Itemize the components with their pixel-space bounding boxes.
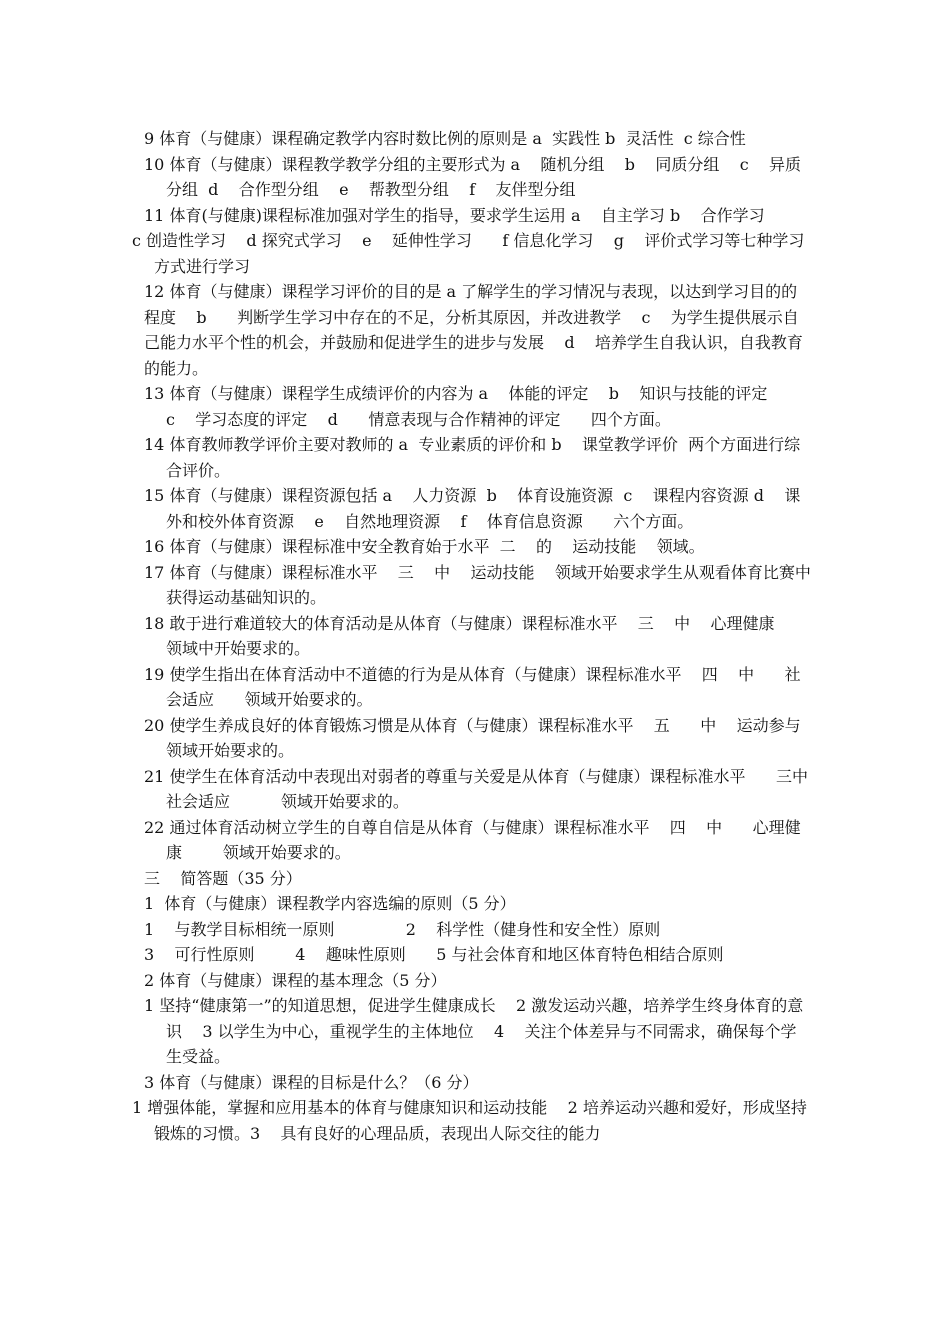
sq1-title: 1 体育（与健康）课程教学内容选编的原则（5 分） [144, 894, 516, 913]
section-heading: 三 简答题（35 分） [144, 868, 302, 888]
sq1-answer-line2: 3 可行性原则 4 趣味性原则 5 与社会体育和地区体育特色相结合原则 [144, 945, 724, 964]
sq2-title: 2 体育（与健康）课程的基本理念（5 分） [144, 970, 447, 990]
q16-text: 16 体育（与健康）课程标准中安全教育始于水平 二 的 运动技能 领域。 [144, 537, 705, 556]
sq2-answer: 1 坚持“健康第一”的知道思想，促进学生健康成长 2 激发运动兴趣，培养学生终身体育的意识 3 以学生为中心，重视学生的主体地位 4 关注个体差异与不同需求，确保每个学生受益。 [144, 996, 804, 1066]
sq3-title: 3 体育（与健康）课程的目标是什么？（6 分） [144, 1072, 479, 1092]
document-body [132, 126, 839, 1146]
q22-text: 22 通过体育活动树立学生的自尊自信是从体育（与健康）课程标准水平 四 中 心理健康 领域开始要求的。 [144, 817, 801, 862]
q13-text: 13 体育（与健康）课程学生成绩评价的内容为 a 体能的评定 b 知识与技能的评定 [144, 384, 768, 403]
q11-text: 11 体育(与健康)课程标准加强对学生的指导，要求学生运用 a 自主学习 b 合作学习 [144, 205, 765, 225]
q9-text: 9 体育（与健康）课程确定教学内容时数比例的原则是 a 实践性 b 灵活性 c 综合性 [144, 129, 746, 148]
q14-text: 14 体育教师教学评价主要对教师的 a 专业素质的评价和 b 课堂教学评价 两个方面进行综合评价。 [144, 435, 801, 480]
sq1-answer-line1: 1 与教学目标相统一原则 2 科学性（健身性和安全性）原则 [144, 919, 661, 939]
q18-text: 18 敢于进行难道较大的体育活动是从体育（与健康）课程标准水平 三 中 心理健康 领域中开始要求的。 [144, 613, 805, 658]
q12-text: 12 体育（与健康）课程学习评价的目的是 a 了解学生的学习情况与表现，以达到学习目的的程度 b 判断学生学习中存在的不足，分析其原因，并改进教学 c 为学生提供展示自己能力水平个性的机会，并鼓励和促进学生的进步与发展 d 培养学生自我认识，自我教育的能力。 [144, 282, 803, 378]
q13-options: c 学习态度的评定 d 情意表现与合作精神的评定 四个方面。 [166, 409, 671, 429]
q17-text: 17 体育（与健康）课程标准水平 三 中 运动技能 领域开始要求学生从观看体育比赛中获得运动基础知识的。 [144, 562, 811, 607]
q15-text: 15 体育（与健康）课程资源包括 a 人力资源 b 体育设施资源 c 课程内容资源 d 课外和校外体育资源 e 自然地理资源 f 体育信息资源 六个方面。 [144, 486, 801, 531]
q19-text: 19 使学生指出在体育活动中不道德的行为是从体育（与健康）课程标准水平 四 中 社会适应 领域开始要求的。 [144, 664, 801, 709]
q21-text: 21 使学生在体育活动中表现出对弱者的尊重与关爱是从体育（与健康）课程标准水平 三中 社会适应 领域开始要求的。 [144, 766, 839, 811]
sq3-answer: 1 增强体能，掌握和应用基本的体育与健康知识和运动技能 2 培养运动兴趣和爱好，形成坚持锻炼的习惯。3 具有良好的心理品质，表现出人际交往的能力 [132, 1098, 807, 1143]
q11-options: c 创造性学习 d 探究式学习 e 延伸性学习 f 信息化学习 g 评价式学习等七种学习方式进行学习 [132, 231, 805, 276]
q20-text: 20 使学生养成良好的体育锻炼习惯是从体育（与健康）课程标准水平 五 中 运动参与 领域开始要求的。 [144, 715, 821, 760]
q10-text: 10 体育（与健康）课程教学教学分组的主要形式为 a 随机分组 b 同质分组 c 异质分组 d 合作型分组 e 帮教型分组 f 友伴型分组 [144, 154, 801, 199]
